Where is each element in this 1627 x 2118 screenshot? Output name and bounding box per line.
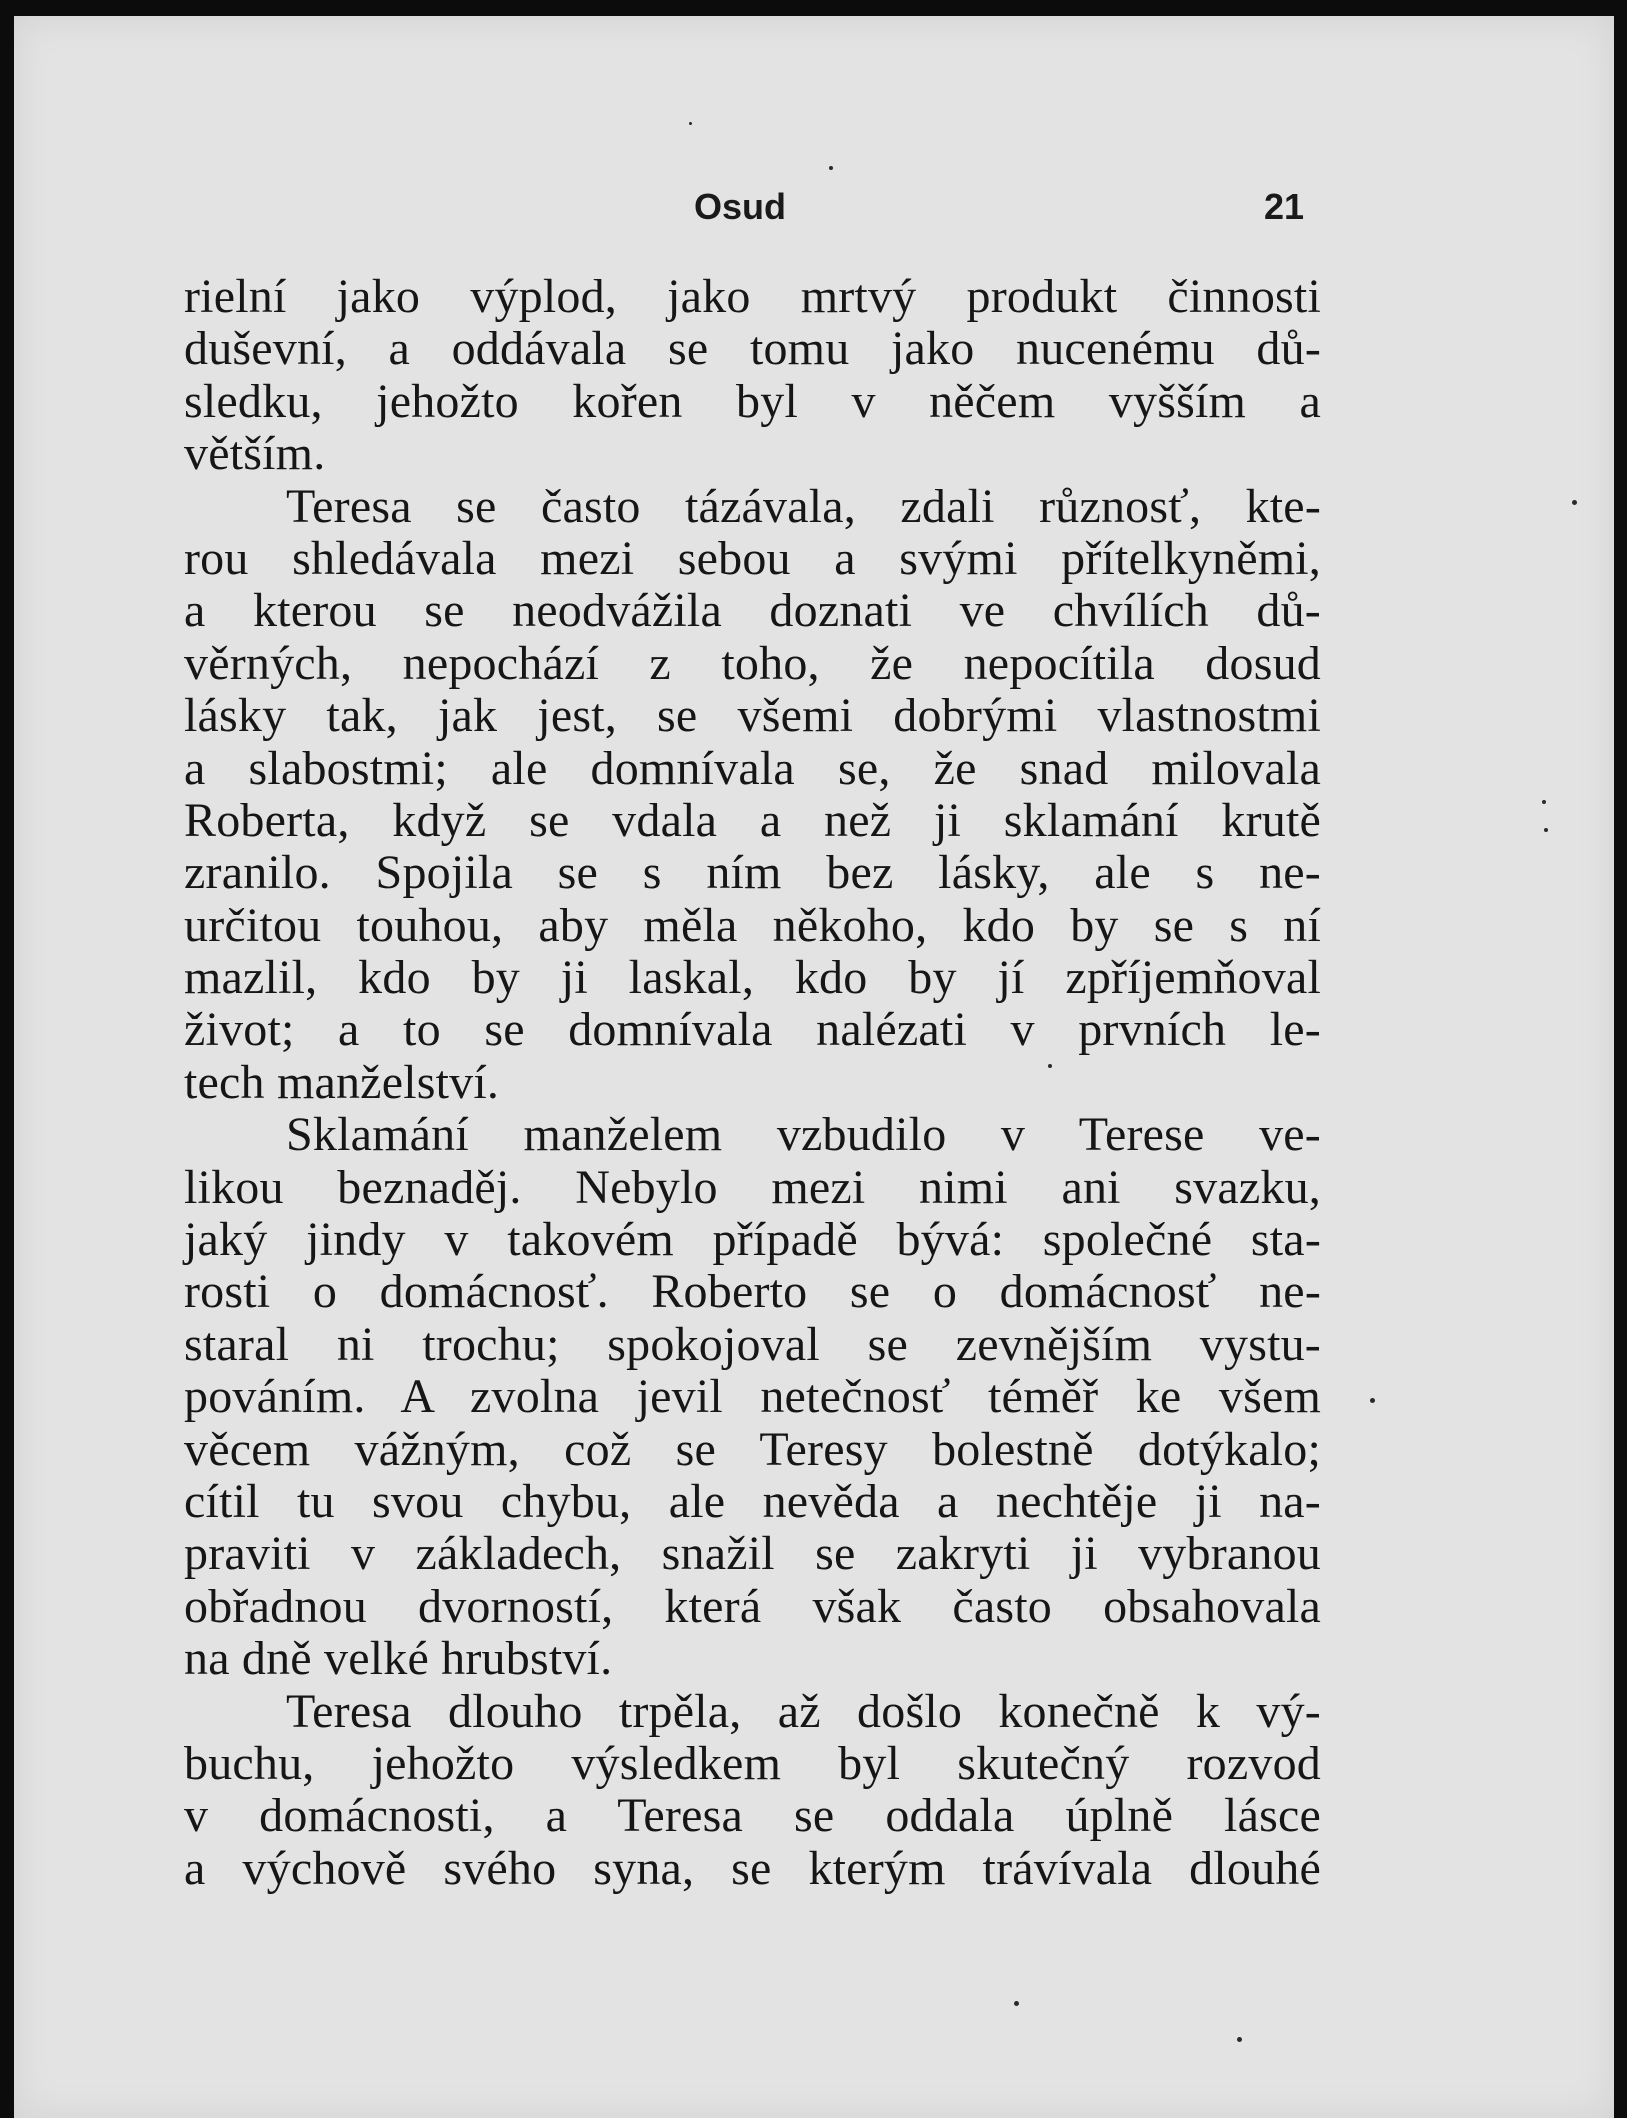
running-title: Osud: [694, 186, 787, 227]
scan-speck: [689, 122, 692, 125]
scan-speck: [1544, 828, 1548, 832]
text-line: a kterou se neodvážila doznati ve chvílích dů-: [184, 584, 1321, 638]
text-line: pováním. A zvolna jevil netečnosť téměř ke všem: [184, 1370, 1321, 1424]
text-line: sledku, jehožto kořen byl v něčem vyšším a: [184, 374, 1321, 428]
text-line: zranilo. Spojila se s ním bez lásky, ale s ne-: [184, 846, 1321, 900]
text-line: mazlil, kdo by ji laskal, kdo by jí zpříjemňoval: [184, 951, 1321, 1005]
text-line: buchu, jehožto výsledkem byl skutečný rozvod: [184, 1736, 1321, 1790]
text-line: obřadnou dvorností, která však často obsahovala: [184, 1579, 1321, 1633]
text-line: jaký jindy v takovém případě bývá: společné sta-: [184, 1213, 1321, 1267]
text-line: a výchově svého syna, se kterým trávívala dlouhé: [184, 1841, 1321, 1895]
page-number: 21: [1264, 186, 1305, 227]
text-line: věrných, nepochází z toho, že nepocítila dosud: [184, 636, 1321, 690]
text-line: likou beznaděj. Nebylo mezi nimi ani svazku,: [184, 1160, 1321, 1214]
text-line: určitou touhou, aby měla někoho, kdo by se s ní: [184, 898, 1321, 952]
scan-speck: [1542, 800, 1546, 804]
text-line: Teresa dlouho trpěla, až došlo konečně k vý-: [286, 1684, 1321, 1738]
text-line: rou shledávala mezi sebou a svými přítelkyněmi,: [184, 531, 1321, 585]
text-line: Roberta, když se vdala a než ji sklamání krutě: [184, 793, 1321, 847]
scan-speck: [1048, 1064, 1052, 1068]
text-line: v domácnosti, a Teresa se oddala úplně lásce: [184, 1789, 1321, 1843]
text-line: větším.: [184, 427, 326, 481]
text-line: praviti v základech, snažil se zakryti ji vybranou: [184, 1527, 1321, 1581]
text-line: život; a to se domnívala nalézati v prvních le-: [184, 1003, 1321, 1057]
text-line: Teresa se často tázávala, zdali různosť, kte-: [286, 479, 1321, 533]
book-page: [14, 16, 1614, 2118]
scan-speck: [1572, 500, 1577, 505]
scan-speck: [1237, 2037, 1242, 2042]
text-line: na dně velké hrubství.: [184, 1632, 613, 1686]
text-line: a slabostmi; ale domnívala se, že snad milovala: [184, 741, 1321, 795]
scan-speck: [1370, 1398, 1375, 1403]
text-line: rielní jako výplod, jako mrtvý produkt činnosti: [184, 270, 1321, 323]
text-line: duševní, a oddávala se tomu jako nucenému dů-: [184, 322, 1321, 376]
scan-speck: [829, 166, 833, 170]
text-line: Sklamání manželem vzbudilo v Terese ve-: [286, 1108, 1321, 1162]
scan-speck: [1014, 2001, 1019, 2006]
text-line: cítil tu svou chybu, ale nevěda a nechtěje ji na-: [184, 1474, 1321, 1528]
text-line: věcem vážným, což se Teresy bolestně dotýkalo;: [184, 1422, 1321, 1476]
body-text: [184, 271, 1321, 1895]
text-line: rosti o domácnosť. Roberto se o domácnosť ne-: [184, 1265, 1321, 1319]
text-line: tech manželství.: [184, 1055, 500, 1109]
running-head: [14, 186, 1614, 246]
text-line: staral ni trochu; spokojoval se zevnějším vystu-: [184, 1317, 1321, 1371]
text-line: lásky tak, jak jest, se všemi dobrými vlastnostmi: [184, 689, 1321, 743]
